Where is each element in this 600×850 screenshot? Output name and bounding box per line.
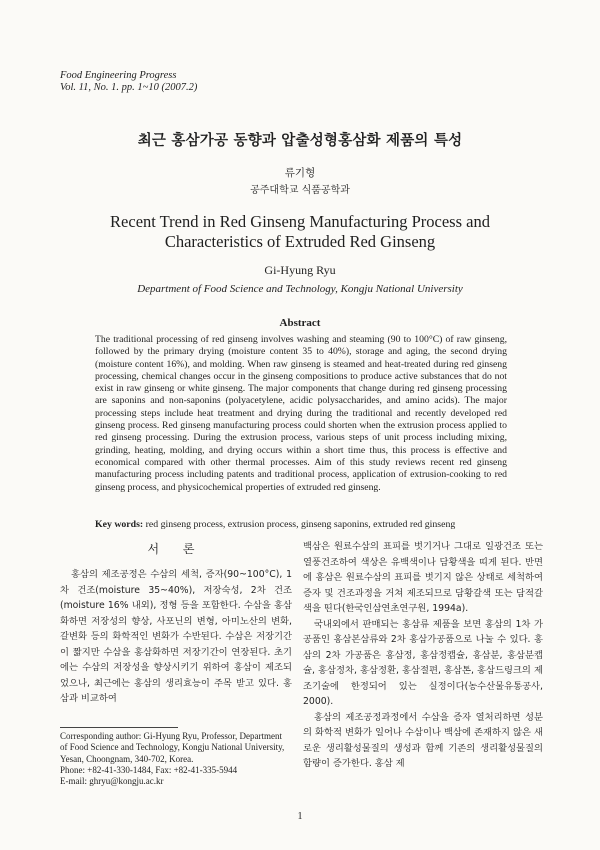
right-paragraph-2: 국내외에서 판매되는 홍삼류 제품을 보면 홍삼의 1차 가공품인 홍삼본삼류와 2차 홍삼가공품으로 나눌 수 있다. 홍삼의 2차 가공품은 홍삼정, 홍삼정캡슐, 홍삼분, 홍삼분캡슐, 홍삼정차, 홍삼정환, 홍삼절편, 홍삼톤, 홍삼드링크의 제조기술에 한정되어 있는 실정이다(농수산물유통공사, 2000). <box>303 618 543 707</box>
journal-header <box>60 70 197 94</box>
correspondence-footnote <box>60 731 295 787</box>
english-title-line1: Recent Trend in Red Ginseng Manufacturing Process and <box>110 212 490 231</box>
journal-volume: Vol. 11, No. 1. pp. 1~10 (2007.2) <box>60 82 198 93</box>
correspondence-email: E-mail: ghryu@kongju.ac.kr <box>60 776 164 787</box>
left-column <box>60 567 292 707</box>
correspondence-phone: Phone: +82-41-330-1484, Fax: +82-41-335-5944 <box>60 764 238 775</box>
keywords <box>95 519 515 530</box>
english-affiliation: Department of Food Science and Technology, Kongju National University <box>137 283 463 295</box>
english-author: Gi-Hyung Ryu <box>264 263 336 277</box>
correspondence-line: of Food Science and Technology, Kongju National University, <box>60 742 285 753</box>
page-number: 1 <box>297 811 303 822</box>
english-title-line2: Characteristics of Extruded Red Ginseng <box>164 232 436 251</box>
right-paragraph-3: 홍삼의 제조공정과정에서 수삼을 증자 열처리하면 성분의 화학적 변화가 일어나 수삼이나 백삼에 존재하지 않은 새로운 생리활성물질의 생성과 함께 기존의 생리활성물질의 함량이 증가한다. 홍삼 제 <box>303 711 543 769</box>
journal-name: Food Engineering Progress <box>60 70 177 81</box>
keywords-text: red ginseng process, extrusion process, ginseng saponins, extruded red ginseng <box>145 519 456 530</box>
correspondence-line: Corresponding author: Gi-Hyung Ryu, Professor, Department <box>60 731 282 741</box>
section-heading-introduction: 서 론 <box>147 542 205 556</box>
right-paragraph-1: 백삼은 원료수삼의 표피를 벗기거나 그대로 일광건조 또는 열풍건조하여 색상은 유백색이나 담황색을 띠게 된다. 반면에 홍삼은 원료수삼의 표피를 벗기지 않은 상태로 세척하여 증자 및 건조과정을 거쳐 제조되므로 담황갈색 또는 담적갈색을 띤다(한국인삼연초연구원, 1994a). <box>303 541 543 614</box>
correspondence-line: Yesan, Choongnam, 340-702, Korea. <box>60 753 194 764</box>
english-title <box>0 212 600 252</box>
korean-affiliation: 공주대학교 식품공학과 <box>250 185 350 196</box>
right-column <box>303 539 543 772</box>
abstract-text: The traditional processing of red ginseng involves washing and steaming (90 to 100°C) of raw ginseng, followed by the primary drying (moisture content 35 to 40%), storage and aging, the second drying (moisture content 16%), and molding. When raw ginseng is steamed and heat-treated during red ginseng processing, chemical changes occur in the ginseng compositions to produce active substances that do not exist in raw ginseng or white ginseng. The major components that change during red ginseng processing are saponins and non-saponins (polyacetylene, acidic polysaccharides, and amino acids). The major processing steps include heat treatment and drying during the traditional and recently developed red ginseng process. Red ginseng manufacturing process could shorten when the extrusion process applied to red ginseng processing. During the extrusion process, various steps of unit process including mixing, grinding, heating, molding, and drying occurs within a short time thus, this process is effective and economical compared with other thermal processes. Aim of this study reviews recent red ginseng manufacturing process including patents and traditional process, application of extrusion-cooking to red ginseng process, and physicochemical properties of extruded red ginseng. <box>95 334 507 493</box>
footnote-divider <box>60 727 178 728</box>
abstract-heading: Abstract <box>279 317 321 329</box>
left-paragraph: 홍삼의 제조공정은 수삼의 세척, 증자(90~100°C), 1차 건조(moisture 35~40%), 저장숙성, 2차 건조(moisture 16% 내외), 정형 등을 포함한다. 수삼을 홍삼화하면 저장성의 향상, 사포닌의 변형, 아미노산의 변화, 갈변화 등의 화학적인 변화가 수반된다. 수삼은 저장기간이 짧지만 수삼을 홍삼화하면 저장기간이 연장된다. 초기에는 수삼의 저장성을 향상시키기 위하여 홍삼이 제조되었으나, 최근에는 홍삼의 생리효능이 주목 받고 있다. 홍삼과 비교하여 <box>60 569 292 704</box>
keywords-label: Key words: <box>95 519 144 530</box>
korean-author: 류기형 <box>284 167 316 179</box>
korean-title: 최근 홍삼가공 동향과 압출성형홍삼화 제품의 특성 <box>137 133 463 149</box>
